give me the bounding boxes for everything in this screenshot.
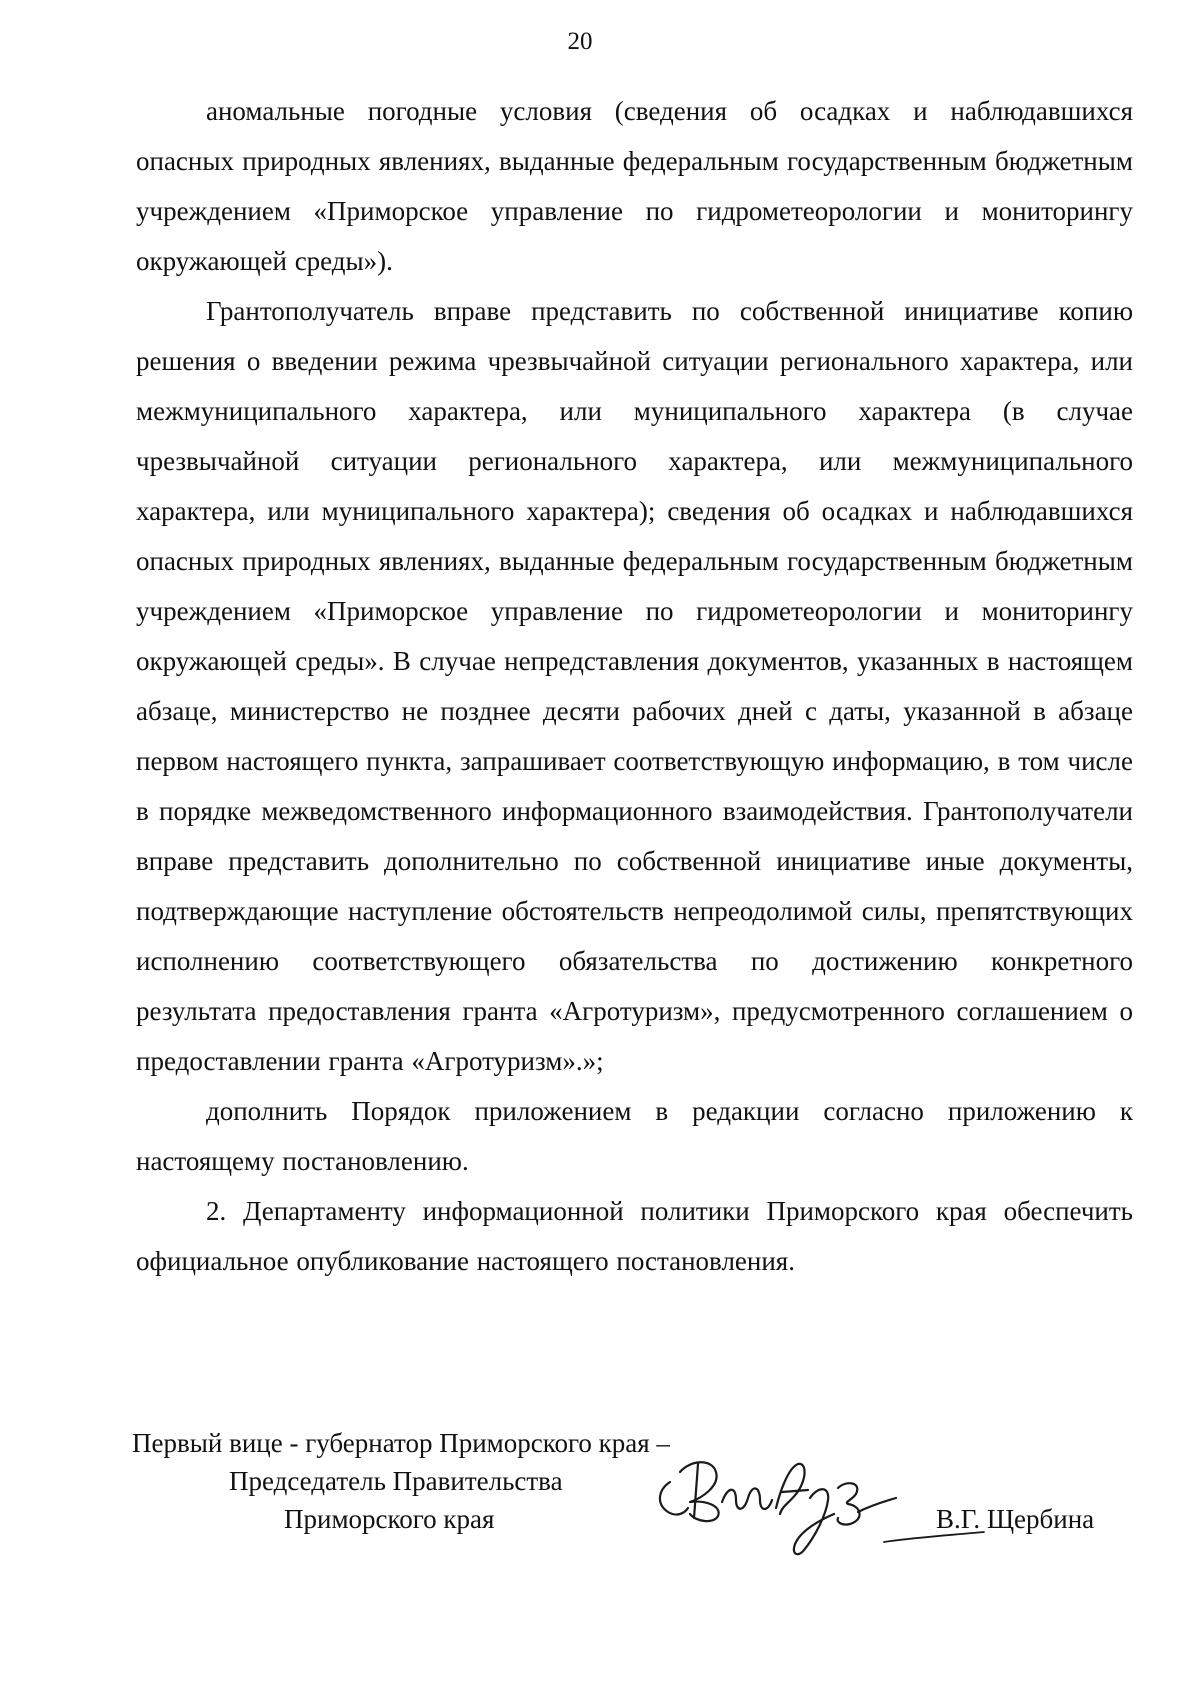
signatory-title-line-1: Первый вице - губернатор Приморского края – [132, 1428, 670, 1458]
signer-name: В.Г. Щербина [936, 1504, 1095, 1534]
signatory-title-line-3: Приморского края [284, 1504, 495, 1534]
paragraph-add-appendix: дополнить Порядок приложением в редакции согласно приложению к настоящему постановлению. [136, 1096, 1133, 1176]
page-number: 20 [567, 28, 593, 55]
signatory-title [132, 1424, 670, 1538]
paragraph-grant-recipient-rights: Грантополучатель вправе представить по собственной инициативе копию решения о введении режима чрезвычайной ситуации регионального характера, или межмуниципального характера, или муниципального характера (в случае чрезвычайной ситуации регионального характера, или межмуниципального характера, или муниципального характера); сведения об осадках и наблюдавшихся опасных природных явлениях, выданные федеральным государственным бюджетным учреждением «Приморское управление по гидрометеорологии и мониторингу окружающей среды». В случае непредставления документов, указанных в настоящем абзаце, министерство не позднее десяти рабочих дней с даты, указанной в абзаце первом настоящего пункта, запрашивает соответствующую информацию, в том числе в порядке межведомственного информационного взаимодействия. Грантополучатели вправе представить дополнительно по собственной инициативе иные документы, подтверждающие наступление обстоятельств непреодолимой силы, препятствующих исполнению соответствующего обязательства по достижению конкретного результата предоставления гранта «Агротуризм», предусмотренного соглашением о предоставлении гранта «Агротуризм».»; [136, 296, 1133, 1076]
document-body [136, 86, 1133, 1286]
signatory-title-line-2: Председатель Правительства [229, 1466, 563, 1496]
handwritten-signature [650, 1442, 920, 1572]
paragraph-weather-conditions: аномальные погодные условия (сведения об осадках и наблюдавшихся опасных природных явлениях, выданные федеральным государственным бюджетным учреждением «Приморское управление по гидрометеорологии и мониторингу окружающей среды»). [136, 96, 1133, 276]
paragraph-publication-order: 2. Департаменту информационной политики Приморского края обеспечить официальное опубликование настоящего постановления. [136, 1196, 1133, 1276]
